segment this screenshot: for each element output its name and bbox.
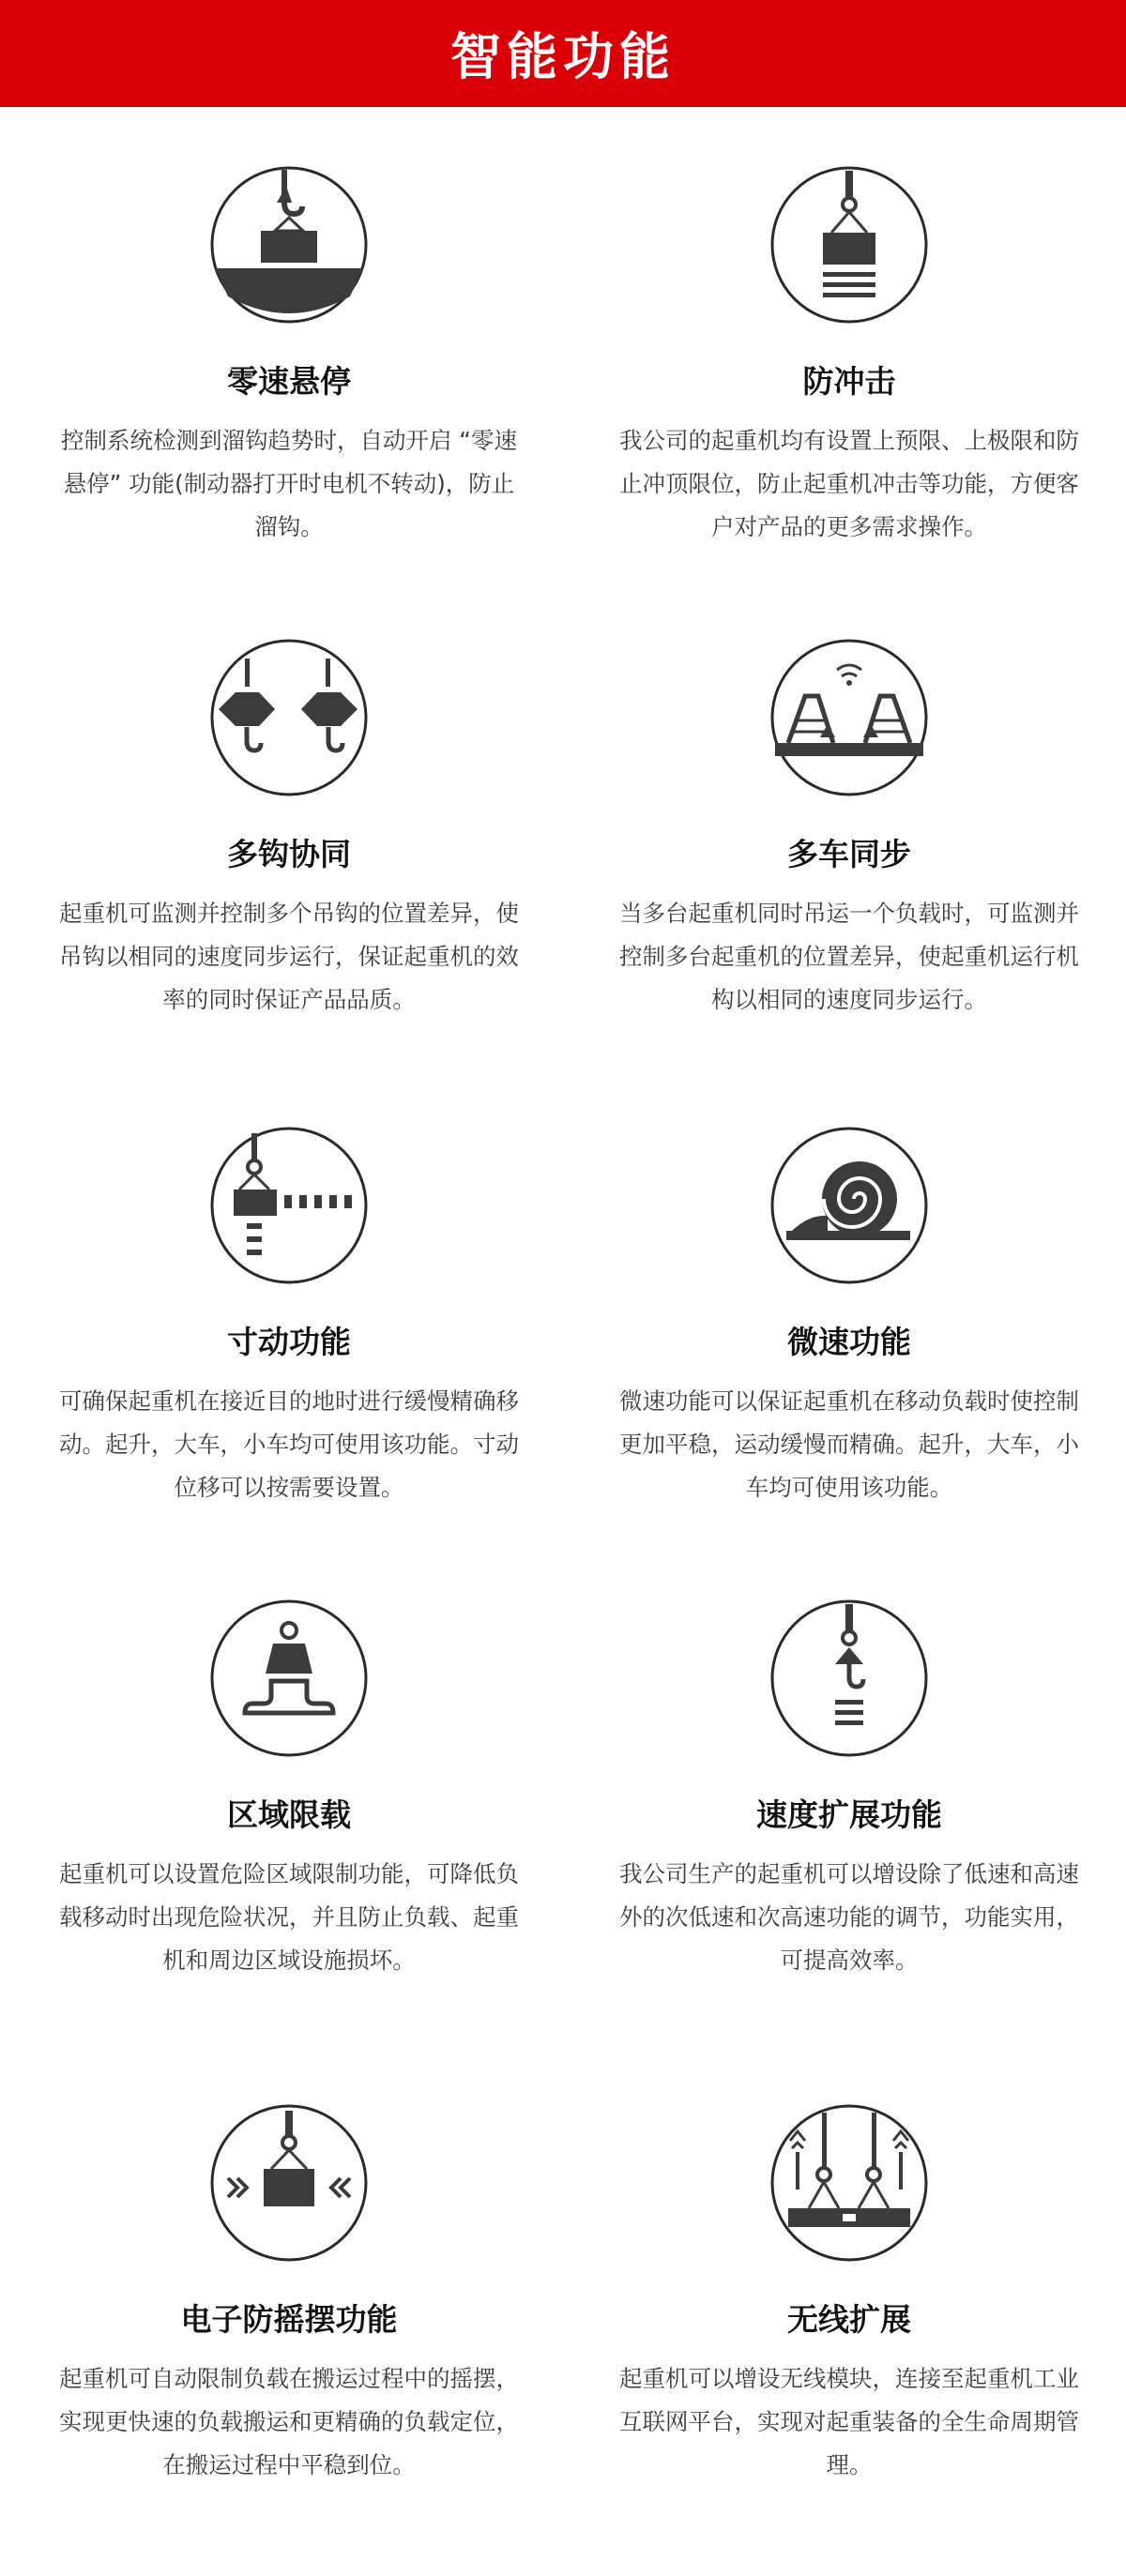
header-banner [0, 0, 1126, 107]
anti-sway-icon [209, 2103, 369, 2263]
description-line: 可确保起重机在接近目的地时进行缓慢精确移 [59, 1387, 519, 1415]
description-line: 机和周边区域设施损坏。 [162, 1947, 416, 1974]
feature-title: 速度扩展功能 [756, 1796, 942, 1833]
feature-description [586, 1380, 1112, 1509]
feature-description [586, 2357, 1112, 2487]
feature-description [586, 419, 1112, 549]
feature-title: 多钩协同 [227, 836, 351, 872]
speed-hook-icon [769, 1599, 929, 1758]
description-line: 互联网平台，实现对起重装备的全生命周期管 [619, 2408, 1079, 2435]
feature-description [586, 1853, 1112, 1982]
wireless-hooks-icon [769, 2103, 929, 2263]
feature-description [26, 1853, 552, 1982]
feature-description [26, 2357, 552, 2487]
multi-hook-icon [209, 638, 369, 797]
description-line: 位移可以按需要设置。 [174, 1474, 404, 1501]
description-line: 户对产品的更多需求操作。 [711, 513, 987, 540]
description-line: 止冲顶限位，防止起重机冲击等功能，方便客 [619, 470, 1079, 497]
description-line: 当多台起重机同时吊运一个负载时，可监测并 [619, 900, 1079, 927]
load-hook-icon [209, 165, 369, 325]
description-line: 更加平稳，运动缓慢而精确。起升，大车，小 [619, 1431, 1079, 1458]
description-line: 动。起升，大车，小车均可使用该功能。寸动 [59, 1431, 519, 1458]
description-line: 起重机可以增设无线模块，连接至起重机工业 [619, 2365, 1079, 2392]
page-title: 智能功能 [450, 26, 676, 86]
rail-weight-icon [209, 1599, 369, 1758]
description-line: 微速功能可以保证起重机在移动负载时使控制 [619, 1387, 1079, 1415]
multi-crane-sync-icon [769, 638, 929, 797]
description-line: 车均可使用该功能。 [745, 1474, 953, 1501]
feature-title: 区域限载 [227, 1796, 351, 1833]
feature-title: 无线扩展 [787, 2301, 911, 2338]
feature-title: 多车同步 [787, 836, 911, 872]
feature-description [586, 892, 1112, 1022]
description-line: 起重机可监测并控制多个吊钩的位置差异，使 [59, 900, 519, 927]
description-line: 理。 [826, 2451, 873, 2478]
feature-title: 微速功能 [787, 1324, 911, 1360]
description-line: 可提高效率。 [780, 1947, 919, 1974]
description-line: 控制多台起重机的位置差异，使起重机运行机 [619, 943, 1079, 970]
description-line: 起重机可自动限制负载在搬运过程中的摇摆， [59, 2365, 519, 2392]
description-line: 构以相同的速度同步运行。 [711, 986, 987, 1013]
snail-icon [769, 1126, 929, 1285]
limit-stack-icon [769, 165, 929, 325]
feature-description [26, 419, 552, 549]
feature-title: 零速悬停 [227, 363, 351, 400]
description-line: 控制系统检测到溜钩趋势时，自动开启 “零速 [61, 427, 517, 454]
description-line: 载移动时出现危险状况，并且防止负载、起重 [59, 1903, 519, 1931]
description-line: 悬停” 功能(制动器打开时电机不转动)，防止 [63, 470, 515, 497]
feature-description [26, 892, 552, 1022]
description-line: 外的次低速和次高速功能的调节，功能实用， [619, 1903, 1079, 1931]
feature-title: 寸动功能 [227, 1324, 351, 1360]
description-line: 我公司生产的起重机可以增设除了低速和高速 [619, 1860, 1079, 1887]
description-line: 实现更快速的负载搬运和更精确的负载定位， [59, 2408, 519, 2435]
description-line: 起重机可以设置危险区域限制功能，可降低负 [59, 1860, 519, 1887]
inching-icon [209, 1126, 369, 1285]
feature-title: 电子防摇摆功能 [180, 2301, 398, 2338]
feature-title: 防冲击 [802, 363, 896, 400]
description-line: 在搬运过程中平稳到位。 [162, 2451, 416, 2478]
feature-description [26, 1380, 552, 1509]
description-line: 我公司的起重机均有设置上预限、上极限和防 [619, 427, 1079, 454]
description-line: 率的同时保证产品品质。 [162, 986, 416, 1013]
description-line: 吊钩以相同的速度同步运行，保证起重机的效 [59, 943, 519, 970]
description-line: 溜钩。 [254, 513, 324, 540]
